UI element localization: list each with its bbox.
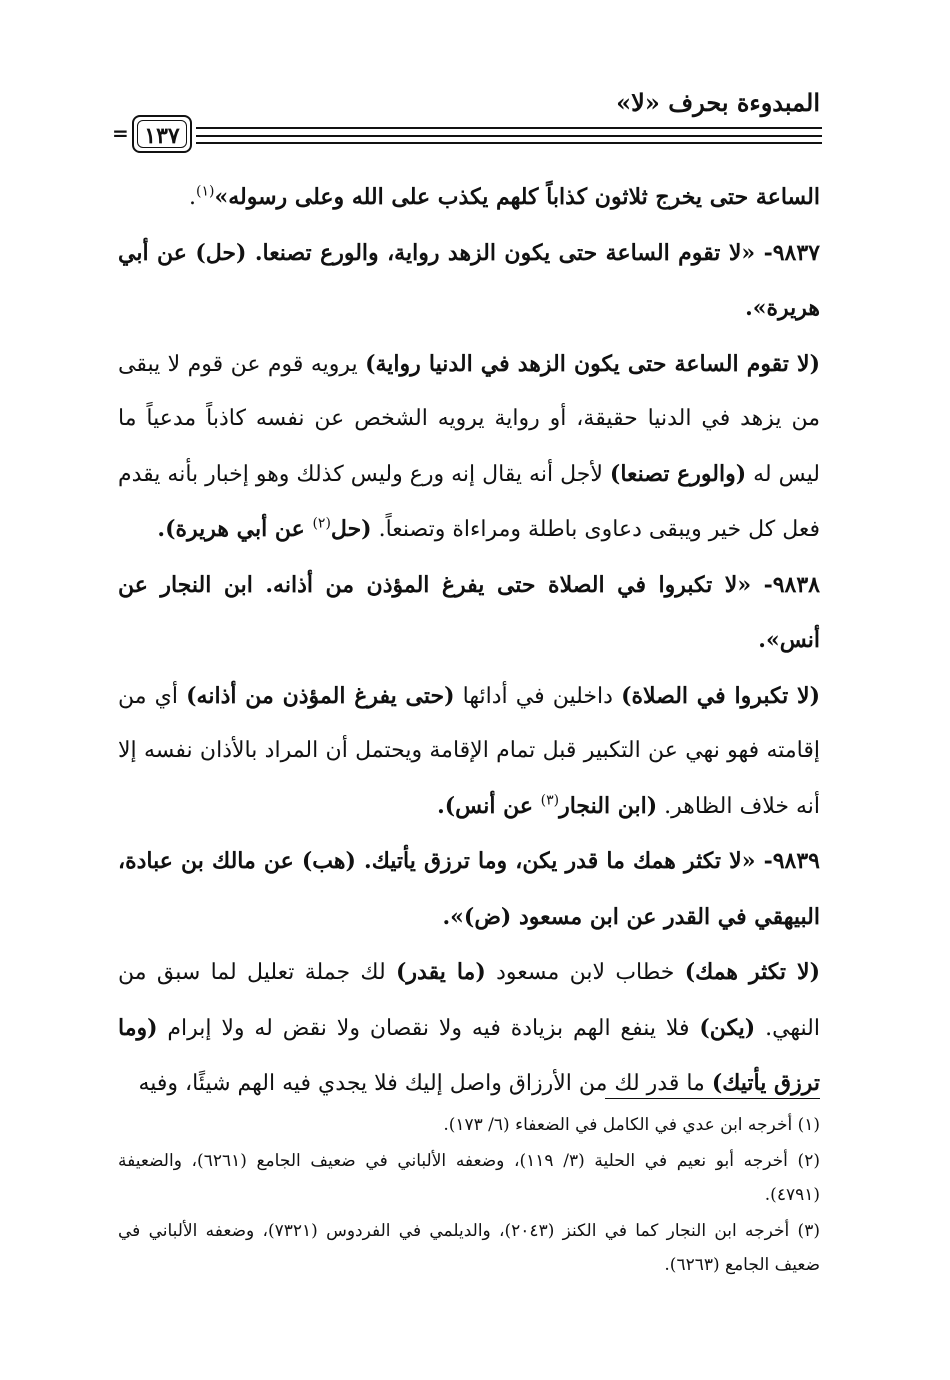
hadith-9838 [118,558,820,669]
footnote-2: (٢) أخرجه أبو نعيم في الحلية (٣/ ١١٩)، وضعفه الألباني في ضعيف الجامع (٦٢٦١)، والضعيفة (٤٧٩١). [118,1151,820,1205]
page-number-prefix: = [112,121,129,145]
hadith-text: «لا تكبروا في الصلاة حتى يفرغ المؤذن من أذانه. ابن النجار عن أنس». [118,571,820,653]
footnote-ref: (١) [196,183,215,200]
footnote-3: (٣) أخرجه ابن النجار كما في الكنز (٢٠٤٣)، والديلمي في الفردوس (٧٣٢١)، وضعفه الألباني في ضعيف الجامع (٦٢٦٣). [118,1221,820,1275]
hadith-9837 [118,226,820,337]
hadith-text: «لا تكثر همك ما قدر يكن، وما ترزق يأتيك. (هب) عن مالك بن عبادة، البيهقي في القدر عن ابن مسعود (ض)». [118,848,820,930]
hadith-number: ٩٨٣٩- [755,848,820,874]
page-number: ١٣٧ [144,123,180,149]
commentary-9838: (لا تكبروا في الصلاة) داخلين في أدائها (حتى يفرغ المؤذن من أذانه) أي من إقامته فهو نهي عن التكبير قبل تمام الإقامة ويحتمل أن المراد بالأذان نفسه إلا أنه خلاف الظاهر. (ابن النجار$^{(٣)}$ عن أنس). [118,682,820,819]
paragraph-continuation: الساعة حتى يخرج ثلاثون كذاباً كلهم يكذب على الله وعلى رسوله»$^{(١)}$. [189,183,820,210]
main-text [118,170,820,1112]
footnote-ref: (٣) [540,792,560,809]
footnote-ref: (٢) [312,515,331,532]
hadith-number: ٩٨٣٧- [755,239,820,266]
header-line [196,135,822,137]
footnotes [118,1108,820,1284]
header-rule [112,113,822,159]
footnote-1: (١) أخرجه ابن عدي في الكامل في الضعفاء (٦/ ١٧٣). [443,1115,820,1135]
page-number-box [132,115,192,153]
header-line [196,127,822,129]
footnote-separator [605,1098,820,1099]
commentary-9837: (لا تقوم الساعة حتى يكون الزهد في الدنيا رواية) يرويه قوم عن قوم لا يبقى من يزهد في الدنيا حقيقة، أو رواية يرويه الشخص عن نفسه كاذباً مدعياً ما ليس له (والورع تصنعا) لأجل أنه يقال إنه ورع وليس كذلك وهو إخبار بأنه يقدم فعل كل خير ويبقى دعاوى باطلة ومراءاة وتصنعاً. (حل$^{(٢)}$ عن أبي هريرة). [118,350,820,542]
hadith-number: ٩٨٣٨- [751,571,820,598]
commentary-9839: (لا تكثر همك) خطاب لابن مسعود (ما يقدر) لك جملة تعليل لما سبق من النهي. (يكن) فلا ينفع الهم بزيادة فيه ولا نقصان ولا نقض له ولا إبرام (وما ترزق يأتيك) ما قدر لك من الأرزاق واصل إليك فلا يجدي فيه الهم شيئًا، وفيه [118,959,820,1096]
hadith-text: «لا تقوم الساعة حتى يكون الزهد رواية، والورع تصنعا. (حل) عن أبي هريرة». [118,239,820,321]
hadith-9839 [118,834,820,945]
running-header-title: المبدوءة بحرف «لا» [616,88,820,117]
header-line [196,142,822,144]
